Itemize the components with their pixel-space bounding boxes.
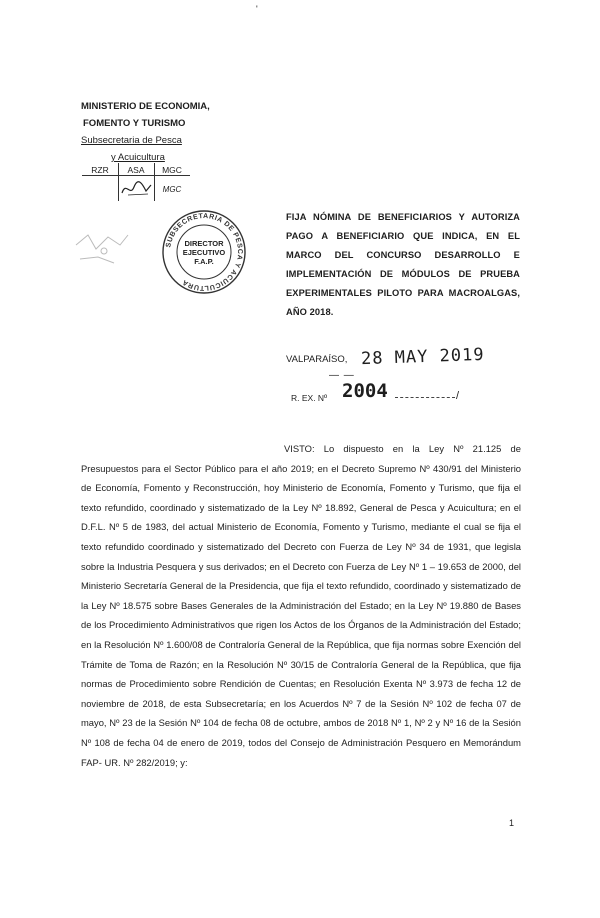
- rex-label: R. EX. Nº: [291, 393, 328, 403]
- initials-divider: [82, 175, 190, 176]
- date-stamp: 28 MAY 2019: [360, 344, 485, 370]
- svg-text:EJECUTIVO: EJECUTIVO: [182, 248, 226, 257]
- visto-text: VISTO: Lo dispuesto en la Ley Nº 21.125 de Presupuestos para el Sector Público para el año 2019; en el Decreto Supremo Nº 430/91 del Ministerio de Economía, Fomento y Reconstrucción, hoy Ministerio de Economía, Fomento y Turismo, que fija el texto refundido, coordinado y sistematizado de la Ley Nº 18.892, General de Pesca y Acuicultura; en el D.F.L. Nº 5 de 1983, del actual Ministerio de Economía, Fomento y Turismo, mediante el cual se fija el texto refundido coordinado y sistematizado del Decreto con Fuerza de Ley Nº 34 de 1931, que legisla sobre la Industria Pesquera y sus derivados; en el Decreto con Fuerza de Ley Nº 1 – 19.653 de 2000, del Ministerio Secretaría General de la Presidencia, que fija el texto refundido, coordinado y sistematizado de la Ley Nº 18.575 sobre Bases Generales de la Administración del Estado; en la Ley Nº 19.880 de Bases de los Procedimiento Administrativos que rigen los Actos de los Órganos de la Administración del Estado; en la Resolución Nº 1.600/08 de Contraloría General de la República, que fija normas sobre Exención del Trámite de Toma de Razón; en la Resolución Nº 30/15 de Contraloría General de la República, que fija normas de Procedimiento sobre Rendición de Cuentas; en Resolución Exenta Nº 3.973 de fecha 12 de noviembre de 2018, de esta Subsecretaría; en los Acuerdos Nº 7 de la Sesión Nº 102 de fecha 07 de mayo, Nº 23 de la Sesión Nº 104 de fecha 08 de octubre, ambos de 2018 Nº 1, Nº 2 y Nº 16 de la Sesión Nº 108 de fecha 04 de enero de 2019, todos del Consejo de Administración Pesquero en Memorándum FAP- UR. Nº 282/2019; y:: [81, 443, 521, 768]
- initials-mgc: MGC: [162, 165, 182, 175]
- svg-text:SUBSECRETARIA DE PESCA Y ACUIC: SUBSECRETARIA DE PESCA Y ACUICULTURA: [165, 212, 244, 292]
- handwritten-signature: [118, 177, 154, 199]
- page-number: 1: [509, 818, 515, 828]
- initials-box: [82, 163, 190, 201]
- faded-stamp: [68, 215, 138, 285]
- initials-asa: ASA: [127, 165, 145, 175]
- rex-number: 2004: [342, 380, 388, 402]
- official-seal: [160, 208, 248, 296]
- initials-rzr: RZR: [91, 165, 109, 175]
- subsecretaria-line-1: Subsecretaria de Pesca: [81, 135, 182, 146]
- rex-prefix-dash: — —: [329, 370, 355, 381]
- svg-text:DIRECTOR: DIRECTOR: [184, 239, 224, 248]
- subsecretaria-line-2: y Acuicultura: [111, 152, 165, 163]
- top-margin-mark: ': [256, 4, 258, 14]
- ministry-line-1: MINISTERIO DE ECONOMIA,: [81, 101, 210, 112]
- ministry-line-2: FOMENTO Y TURISMO: [83, 118, 186, 129]
- resolution-title: FIJA NÓMINA DE BENEFICIARIOS Y AUTORIZA PAGO A BENEFICIARIO QUE INDICA, EN EL MARCO DEL CONCURSO DESARROLLO E IMPLEMENTACIÓN DE MÓDULOS DE PRUEBA EXPERIMENTALES PILOTO PARA MACROALGAS, AÑO 2018.: [286, 212, 520, 317]
- rex-slash: /: [456, 390, 460, 402]
- initials-mgc-handwritten: MGC: [162, 185, 182, 194]
- svg-text:F.A.P.: F.A.P.: [194, 257, 214, 266]
- visto-paragraph: [81, 439, 521, 772]
- ministry-header: [81, 98, 231, 166]
- rex-underline: [395, 397, 455, 398]
- city-label: VALPARAÍSO,: [286, 354, 348, 365]
